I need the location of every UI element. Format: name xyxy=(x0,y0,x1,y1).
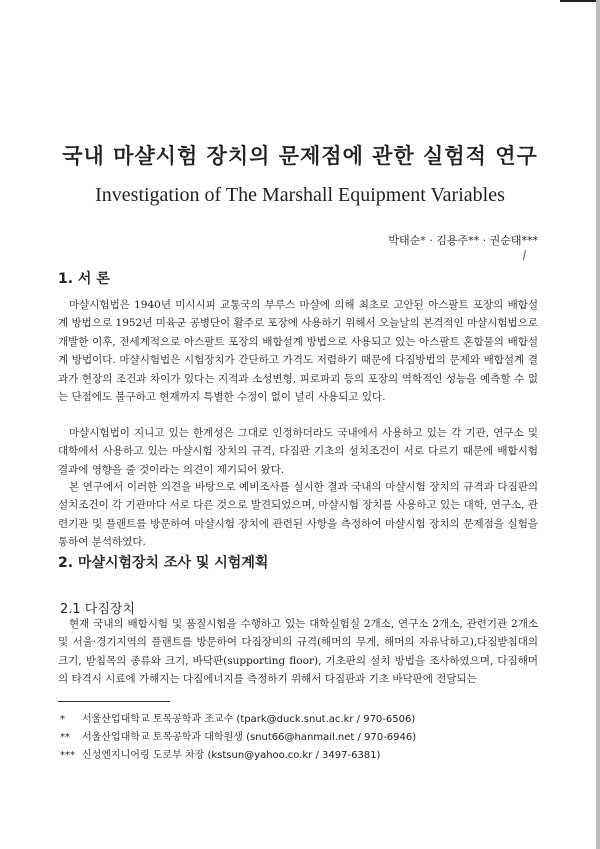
footnote-3 xyxy=(60,746,380,761)
section-1-paragraph-2: 마샬시험법이 지니고 있는 한계성은 그대로 인정하더라도 국내에서 사용하고 있는 각 기관, 연구소 및 대학에서 사용하고 있는 마샬시험 장치의 규격, 다짐판 기초의 설치조건이 서로 다르기 때문에 배합시험 결과에 영향을 줄 것이라는 의견이 제기되어 왔다. xyxy=(58,427,538,476)
scan-edge-right xyxy=(596,0,600,849)
section-1-paragraph-1: 마샬시험법은 1940년 미시시피 교통국의 부루스 마샬에 의해 최초로 고안된 아스팔트 포장의 배합설계 방법으로 1952년 미육군 공병단이 활주로 포장에 사용하기 위해서 오늘날의 본격적인 마샬시험법으로 개발한 이후, 전세계적으로 아스팔트 포장의 배합설계 방법으로 사용되고 있는 아스팔트 혼합물의 배합설계 방법이다. 마샬시험법은 시험장치가 간단하고 가격도 저렴하기 때문에 다짐방법의 문제와 배합설계 결과가 현장의 조건과 차이가 있다는 지적과 소성변형, 피로파괴 등의 포장의 역학적인 성능을 예측할 수 없는 단점에도 불구하고 현재까지 특별한 수정이 없이 널리 사용되고 있다. xyxy=(58,299,538,404)
footnote-3-text: 신성엔지니어링 도로부 차장 (kstsun@yahoo.co.kr / 3497-6381) xyxy=(82,750,381,761)
subsection-2-1-heading: 2.1 다짐장치 xyxy=(60,602,136,617)
section-1-heading: 1. 서 론 xyxy=(58,271,110,287)
scan-mark xyxy=(523,250,526,260)
footnote-2-text: 서울산업대학교 토목공학과 대학원생 (snut66@hanmail.net / 970-6946) xyxy=(82,732,417,743)
footnote-1-mark: * xyxy=(60,714,65,725)
section-1-paragraph-3: 본 연구에서 이러한 의견을 바탕으로 예비조사를 실시한 결과 국내의 마샬시험 장치의 규격과 다짐판의 설치조건이 각 기관마다 서로 다른 것으로 발견되었으며, 마샬시험 장치를 사용하고 있는 대학, 연구소, 관련기관 및 플랜트를 방문하여 마샬시험 장치에 관련된 사항을 측정하여 마샬시험 장치의 문제점을 실험을 통하여 분석하였다. xyxy=(58,481,538,549)
section-2-heading: 2. 마샬시험장치 조사 및 시험계획 xyxy=(58,555,269,571)
footnote-rule xyxy=(58,701,170,702)
footnote-1-text: 서울산업대학교 토목공학과 조교수 (tpark@duck.snut.ac.kr / 970-6506) xyxy=(82,714,416,725)
footnote-2-mark: ** xyxy=(60,732,70,743)
footnote-1 xyxy=(60,710,415,725)
subsection-2-1-paragraph: 현재 국내의 배합시험 및 품질시험을 수행하고 있는 대학실험실 2개소, 연구소 2개소, 관련기관 2개소 및 서울·경기지역의 플랜트를 방문하여 다짐장비의 규격(해머의 무게, 해머의 자유낙하고),다짐받침대의 크기, 받침목의 종류와 크기, 바닥판(supporting floor), 기초판의 설치 방법을 조사하였으며, 다짐해머의 타격시 시료에 가해지는 다짐에너지를 측정하기 위해서 다짐판과 기초 바닥판에 전달되는 xyxy=(58,618,538,686)
scan-edge-top xyxy=(560,0,600,2)
footnote-3-mark: *** xyxy=(60,750,75,761)
title-korean: 국내 마샬시험 장치의 문제점에 관한 실험적 연구 xyxy=(62,144,538,168)
title-english: Investigation of The Marshall Equipment Variables xyxy=(95,184,505,206)
author-list: 박태순* · 김용주** · 권순태*** xyxy=(388,234,538,247)
footnote-2 xyxy=(60,728,416,743)
